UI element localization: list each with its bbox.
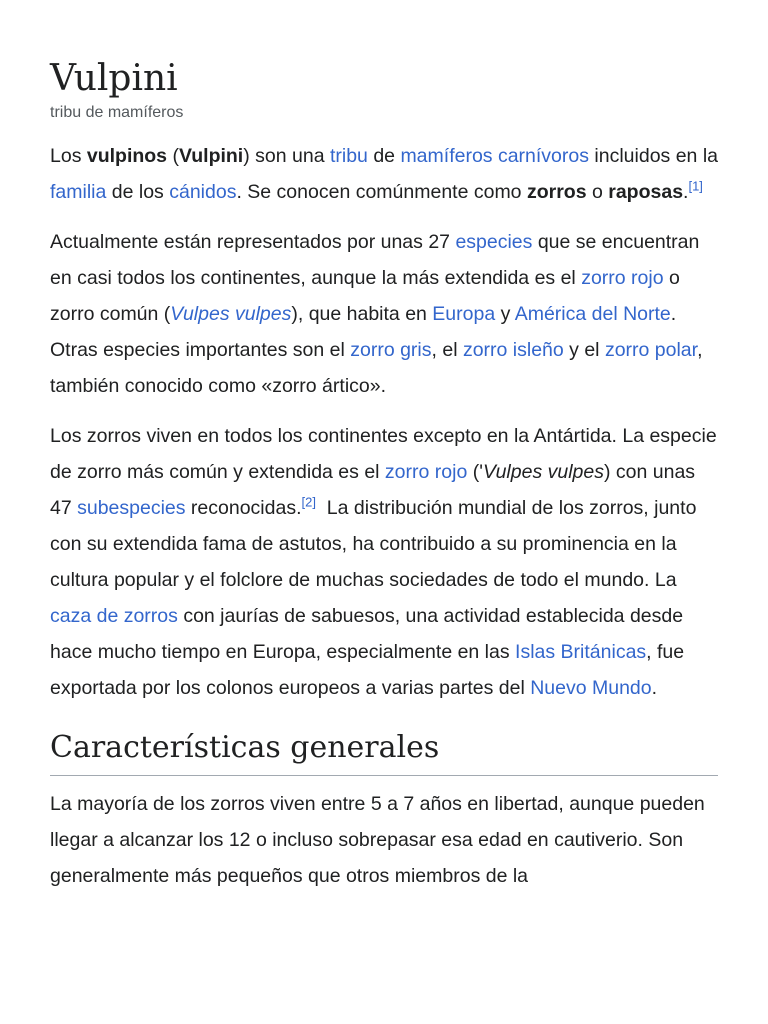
page-title: Vulpini [50, 58, 178, 99]
text: Los zorros viven en todos los continentes excepto en la Antártida. La especie de zorro más común y extendida es el [50, 425, 717, 484]
text: ) con unas 47 [50, 461, 696, 520]
link-europa[interactable]: Europa [432, 303, 496, 326]
bold-term-raposas: raposas [608, 181, 684, 204]
text: , el [431, 339, 463, 362]
link-america-del-norte[interactable]: América del Norte [514, 303, 671, 326]
text: (' [467, 461, 483, 484]
link-zorro-rojo-2[interactable]: zorro rojo [384, 461, 468, 484]
text: . Se conocen comúnmente como [236, 181, 527, 204]
reference-2[interactable] [302, 495, 316, 510]
section-heading-caracteristicas[interactable]: Características generales [50, 728, 718, 776]
text: ( [167, 145, 179, 168]
text: . Otras especies importantes son el [50, 303, 677, 362]
link-islas-britanicas[interactable]: Islas Británicas [515, 641, 647, 664]
species-paragraph [50, 224, 718, 404]
link-vulpes-vulpes[interactable] [170, 303, 291, 325]
text: ) son una [243, 145, 330, 168]
intro-paragraph [50, 138, 718, 210]
section-body [50, 786, 718, 894]
text: . [651, 677, 658, 700]
italic-species-name: Vulpes vulpes [482, 461, 604, 484]
link-zorro-rojo[interactable]: zorro rojo [581, 267, 664, 290]
text: reconocidas. [185, 497, 302, 520]
link-canidos[interactable]: cánidos [169, 181, 237, 204]
text: o [586, 181, 609, 204]
link-zorro-polar[interactable]: zorro polar [604, 339, 698, 362]
distribution-paragraph [50, 418, 718, 706]
link-zorro-isleno[interactable]: zorro isleño [462, 339, 564, 362]
characteristics-paragraph: La mayoría de los zorros viven entre 5 a 7 años en libertad, aunque pueden llegar a alcanzar los 12 o incluso sobrepasar esa edad en cautiverio. Son generalmente más pequeños que otros miembros de la [50, 793, 705, 888]
link-subespecies[interactable]: subespecies [77, 497, 186, 520]
link-especies[interactable]: especies [455, 231, 533, 254]
text: que se encuentran en casi todos los continentes, aunque la más extendida es el [50, 231, 700, 290]
text: , también conocido como «zorro ártico». [50, 339, 703, 398]
text: La distribución mundial de los zorros, junto con su extendida fama de astutos, ha contribuido a su prominencia en la cultura popular y el folclore de muchas sociedades de todo el mundo. La [50, 497, 702, 592]
text: con jaurías de sabuesos, una actividad establecida desde hace mucho tiempo en Europa, especialmente en las [50, 605, 684, 664]
italic-species-name: Vulpes vulpes [170, 303, 292, 326]
text: ), que habita en [291, 303, 433, 326]
link-caza-de-zorros[interactable]: caza de zorros [50, 605, 178, 628]
text: Actualmente están representados por unas 27 [50, 231, 456, 254]
link-mamiferos-carnivoros[interactable]: mamíferos carnívoros [400, 145, 589, 168]
text: . [683, 181, 689, 204]
text: y el [563, 339, 605, 362]
link-familia[interactable]: familia [50, 181, 107, 204]
text: incluidos en la [589, 145, 718, 168]
link-nuevo-mundo[interactable]: Nuevo Mundo [530, 677, 652, 700]
link-zorro-gris[interactable]: zorro gris [350, 339, 432, 362]
reference-link-2[interactable]: [2] [301, 494, 316, 510]
text: Los [50, 145, 87, 168]
page-subtitle: tribu de mamíferos [50, 104, 184, 122]
text: o zorro común ( [50, 267, 680, 326]
text: y [495, 303, 515, 326]
link-tribu[interactable]: tribu [329, 145, 368, 168]
reference-1[interactable] [688, 179, 702, 194]
bold-term-vulpini: Vulpini [178, 145, 244, 168]
reference-link-1[interactable]: [1] [688, 178, 703, 194]
text: , fue exportada por los colonos europeos a varias partes del [50, 641, 685, 700]
bold-term-vulpinos: vulpinos [86, 145, 168, 168]
bold-term-zorros: zorros [526, 181, 587, 204]
text: de [367, 145, 401, 168]
text: de los [106, 181, 170, 204]
article-content [50, 138, 718, 894]
